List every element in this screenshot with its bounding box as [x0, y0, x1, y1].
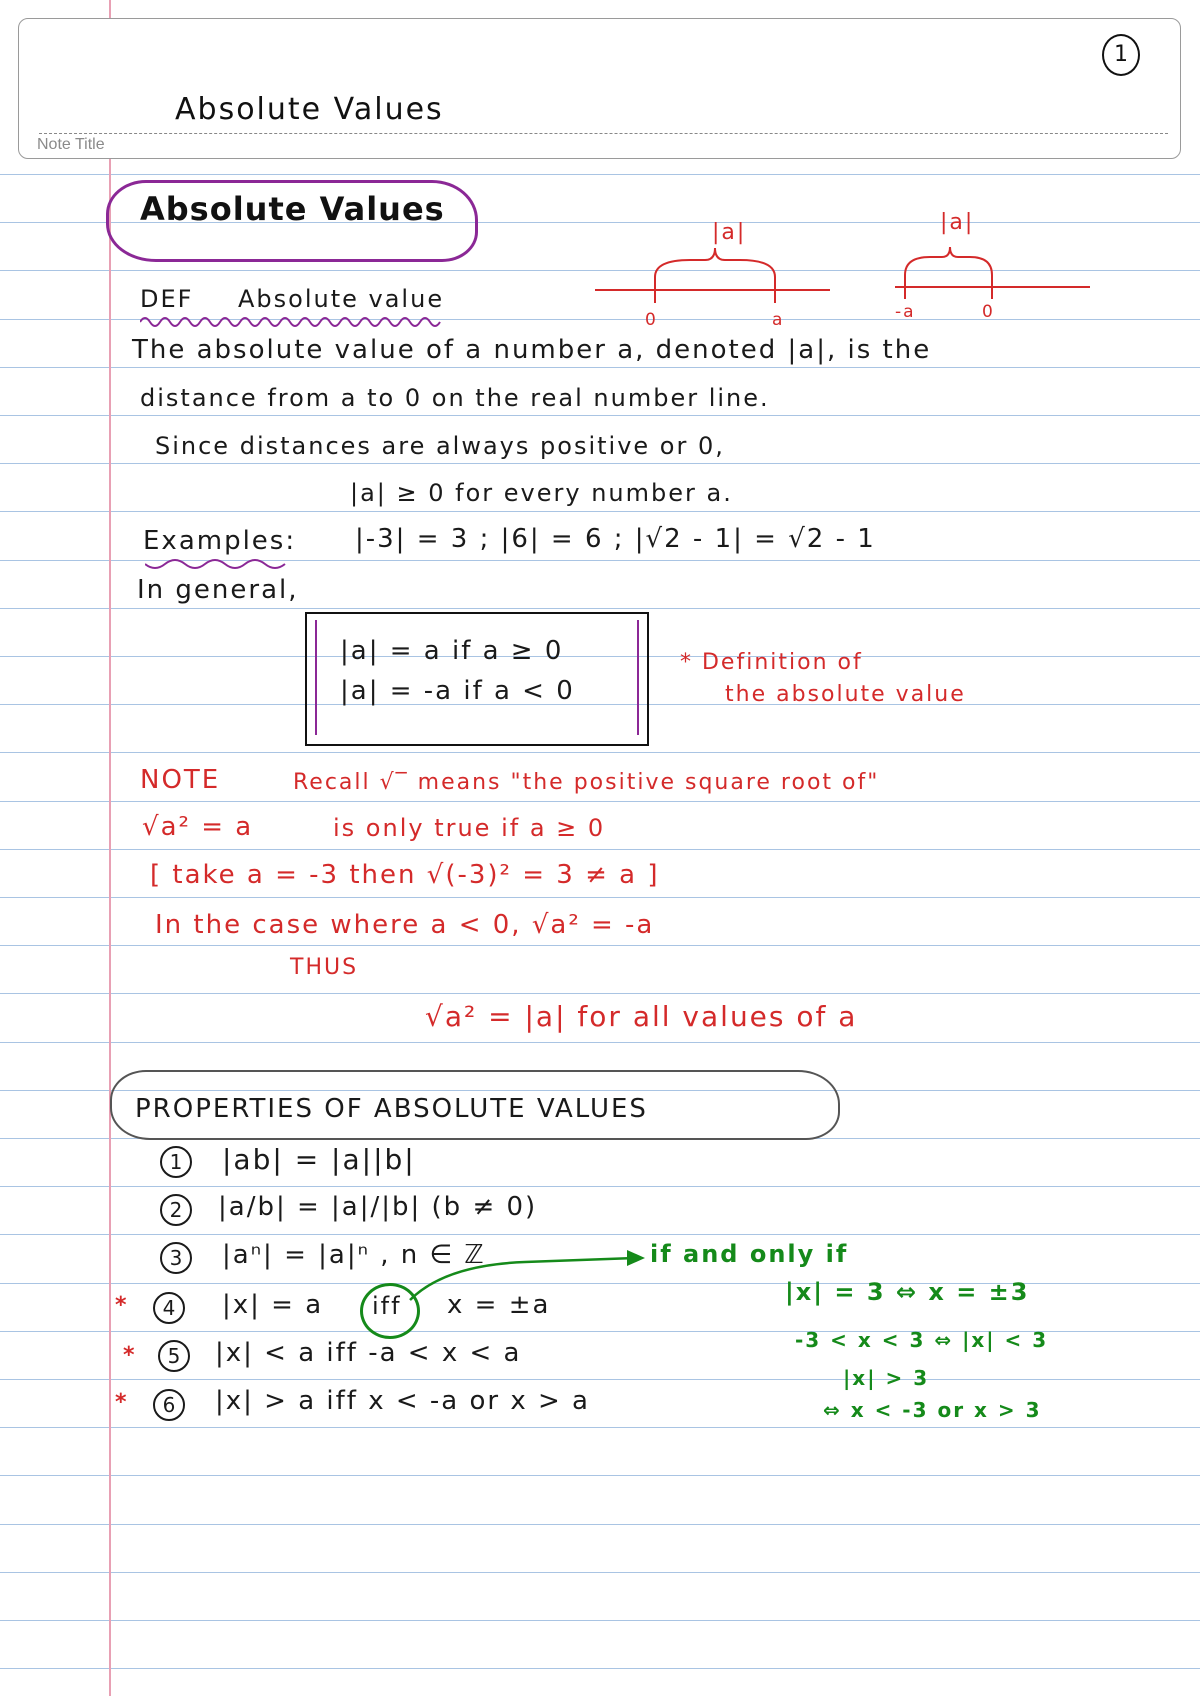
prop-text-1: |ab| = |a||b|	[222, 1143, 416, 1176]
def-label: DEF	[140, 285, 194, 313]
prop-star-4: *	[115, 1293, 127, 1318]
def-underline-squiggle	[140, 312, 460, 332]
ruled-line	[0, 993, 1200, 994]
prop-number-3: 3	[160, 1242, 192, 1274]
ruled-line	[0, 752, 1200, 753]
ruled-line	[0, 1475, 1200, 1476]
prop-number-1: 1	[160, 1146, 192, 1178]
box-line-1: |a| = a if a ≥ 0	[340, 636, 564, 666]
properties-heading: PROPERTIES OF ABSOLUTE VALUES	[135, 1094, 648, 1124]
ruled-line	[0, 1427, 1200, 1428]
ruled-line	[0, 1572, 1200, 1573]
green-example-6a: |x| > 3	[843, 1366, 930, 1390]
ruled-line	[0, 608, 1200, 609]
examples-text: |-3| = 3 ; |6| = 6 ; |√2 - 1| = √2 - 1	[355, 524, 876, 554]
ruled-line	[0, 1668, 1200, 1669]
def-line-4: |a| ≥ 0 for every number a.	[350, 479, 733, 507]
prop-text-2: |a/b| = |a|/|b| (b ≠ 0)	[218, 1192, 538, 1222]
note-line-2a: √a² = a	[142, 812, 254, 842]
note-final: √a² = |a| for all values of a	[425, 1000, 858, 1033]
iff-arrow	[405, 1240, 655, 1310]
brace-right	[905, 247, 992, 275]
def-line-3: Since distances are always positive or 0,	[155, 432, 725, 460]
ruled-line	[0, 1042, 1200, 1043]
ruled-line	[0, 415, 1200, 416]
ruled-line	[0, 1620, 1200, 1621]
def-line-1: The absolute value of a number a, denoted |a|, is the	[132, 335, 932, 365]
number-line-right-label: |a|	[940, 210, 975, 235]
ruled-line	[0, 801, 1200, 802]
examples-label: Examples:	[143, 526, 297, 556]
general-intro: In general,	[137, 575, 299, 605]
ruled-line	[0, 945, 1200, 946]
number-line-left-label: |a|	[712, 220, 747, 245]
ruled-line	[0, 897, 1200, 898]
note-recall: Recall √‾ means "the positive square root of"	[293, 770, 880, 795]
green-iff-meaning: if and only if	[650, 1240, 849, 1268]
note-line-2b: is only true if a ≥ 0	[333, 814, 606, 842]
prop-number-2: 2	[160, 1194, 192, 1226]
ruled-line	[0, 849, 1200, 850]
box-bar-left	[315, 620, 317, 735]
box-line-2: |a| = -a if a < 0	[340, 676, 575, 706]
prop-iff-4: iff	[372, 1292, 402, 1320]
page-number: 1	[1102, 34, 1140, 76]
prop-number-6: 6	[153, 1389, 185, 1421]
note-title-label[interactable]: Note Title	[37, 136, 105, 153]
prop-text-4a: |x| = a	[222, 1290, 324, 1320]
box-side-note-2: the absolute value	[725, 682, 966, 707]
prop-star-5: *	[123, 1343, 135, 1368]
note-label: NOTE	[140, 765, 221, 795]
note-line-4: In the case where a < 0, √a² = -a	[155, 910, 655, 940]
green-example-5: -3 < x < 3 ⇔ |x| < 3	[795, 1328, 1049, 1352]
number-line-left-a: a	[772, 310, 785, 330]
page-title: Absolute Values	[175, 92, 444, 127]
brace-left	[655, 248, 775, 277]
note-header	[18, 18, 1181, 159]
ruled-line	[0, 1186, 1200, 1187]
prop-number-4: 4	[153, 1292, 185, 1324]
prop-number-5: 5	[158, 1340, 190, 1372]
prop-text-5: |x| < a iff -a < x < a	[215, 1338, 522, 1368]
ruled-line	[0, 367, 1200, 368]
section-title: Absolute Values	[140, 190, 445, 228]
number-line-right-zero: 0	[982, 302, 995, 322]
note-line-3: [ take a = -3 then √(-3)² = 3 ≠ a ]	[150, 860, 660, 890]
prop-text-4b: x = ±a	[447, 1290, 551, 1320]
number-line-left-zero: 0	[645, 310, 658, 330]
prop-text-6: |x| > a iff x < -a or x > a	[215, 1386, 590, 1416]
prop-star-6: *	[115, 1390, 127, 1415]
number-line-diagrams	[590, 215, 1110, 330]
margin-line	[109, 0, 111, 1696]
box-side-note-1: * Definition of	[680, 650, 863, 675]
ruled-line	[0, 1379, 1200, 1380]
box-bar-right	[637, 620, 639, 735]
ruled-line	[0, 1524, 1200, 1525]
ruled-line	[0, 463, 1200, 464]
green-example-4: |x| = 3 ⇔ x = ±3	[785, 1278, 1030, 1306]
def-heading: Absolute value	[238, 285, 445, 313]
header-divider	[39, 133, 1168, 134]
green-example-6b: ⇔ x < -3 or x > 3	[823, 1398, 1042, 1422]
examples-underline	[145, 556, 295, 576]
number-line-right-neg-a: -a	[895, 302, 916, 322]
note-thus: THUS	[290, 955, 359, 980]
def-line-2: distance from a to 0 on the real number line.	[140, 384, 770, 412]
ruled-line	[0, 1234, 1200, 1235]
prop-text-3: |aⁿ| = |a|ⁿ , n ∈ ℤ	[222, 1240, 486, 1270]
ruled-line	[0, 511, 1200, 512]
ruled-line	[0, 174, 1200, 175]
